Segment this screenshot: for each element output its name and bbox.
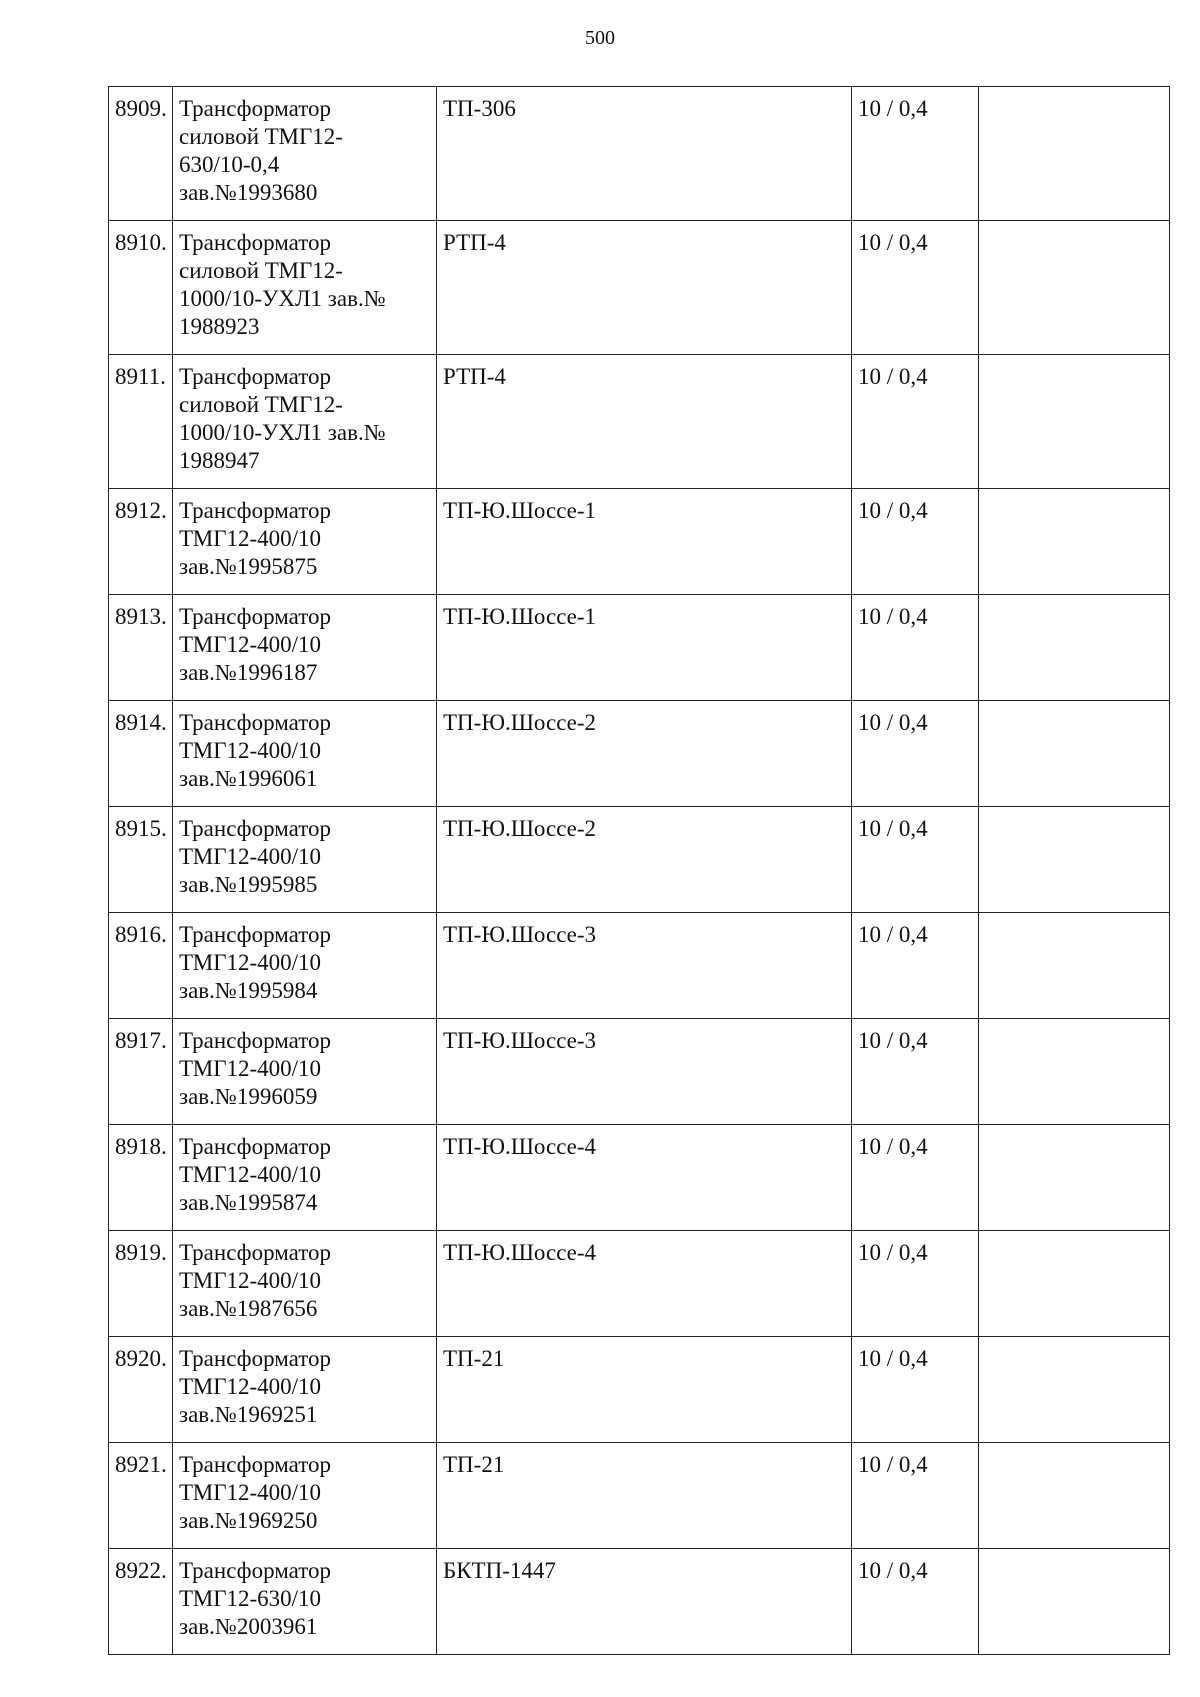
voltage-text: 10 / 0,4	[858, 1452, 928, 1477]
row-number-text: 8911.	[115, 364, 166, 389]
location-cell	[437, 1443, 852, 1549]
extra-cell	[979, 1549, 1170, 1655]
equipment-name-text: Трансформатор ТМГ12-400/10 зав.№1969250	[179, 1452, 331, 1533]
location-cell	[437, 221, 852, 355]
extra-cell	[979, 913, 1170, 1019]
row-number-cell	[109, 489, 173, 595]
location-text: БКТП-1447	[443, 1558, 556, 1583]
location-cell	[437, 489, 852, 595]
row-number-cell	[109, 913, 173, 1019]
location-text: ТП-Ю.Шоссе-3	[443, 922, 597, 947]
table-row	[109, 701, 1170, 807]
voltage-cell	[852, 701, 979, 807]
voltage-text: 10 / 0,4	[858, 922, 928, 947]
row-number-cell	[109, 807, 173, 913]
row-number-cell	[109, 87, 173, 221]
voltage-text: 10 / 0,4	[858, 1134, 928, 1159]
equipment-table	[108, 86, 1170, 1655]
equipment-name-cell	[173, 1443, 437, 1549]
location-text: ТП-306	[443, 96, 516, 121]
voltage-text: 10 / 0,4	[858, 498, 928, 523]
location-text: ТП-Ю.Шоссе-2	[443, 816, 597, 841]
row-number-text: 8914.	[115, 710, 167, 735]
location-cell	[437, 1231, 852, 1337]
extra-cell	[979, 595, 1170, 701]
voltage-cell	[852, 1231, 979, 1337]
table-row	[109, 1443, 1170, 1549]
location-text: ТП-21	[443, 1346, 505, 1371]
location-text: ТП-Ю.Шоссе-3	[443, 1028, 597, 1053]
table-row	[109, 913, 1170, 1019]
location-text: РТП-4	[443, 230, 506, 255]
voltage-text: 10 / 0,4	[858, 364, 928, 389]
voltage-cell	[852, 355, 979, 489]
voltage-text: 10 / 0,4	[858, 96, 928, 121]
equipment-name-cell	[173, 489, 437, 595]
equipment-name-cell	[173, 355, 437, 489]
row-number-cell	[109, 701, 173, 807]
extra-cell	[979, 355, 1170, 489]
extra-cell	[979, 1337, 1170, 1443]
row-number-cell	[109, 221, 173, 355]
equipment-name-cell	[173, 1019, 437, 1125]
equipment-name-text: Трансформатор ТМГ12-400/10 зав.№1996061	[179, 710, 331, 791]
voltage-text: 10 / 0,4	[858, 1028, 928, 1053]
voltage-cell	[852, 1337, 979, 1443]
equipment-name-text: Трансформатор силовой ТМГ12- 630/10-0,4 зав.№1993680	[179, 96, 343, 205]
row-number-text: 8910.	[115, 230, 167, 255]
extra-cell	[979, 1443, 1170, 1549]
table-row	[109, 1019, 1170, 1125]
voltage-cell	[852, 489, 979, 595]
location-text: РТП-4	[443, 364, 506, 389]
extra-cell	[979, 1019, 1170, 1125]
equipment-name-cell	[173, 1337, 437, 1443]
location-cell	[437, 1019, 852, 1125]
equipment-name-text: Трансформатор ТМГ12-400/10 зав.№1995985	[179, 816, 331, 897]
voltage-text: 10 / 0,4	[858, 1240, 928, 1265]
location-cell	[437, 807, 852, 913]
equipment-name-cell	[173, 595, 437, 701]
row-number-text: 8909.	[115, 96, 167, 121]
voltage-text: 10 / 0,4	[858, 604, 928, 629]
voltage-text: 10 / 0,4	[858, 1346, 928, 1371]
equipment-name-text: Трансформатор ТМГ12-400/10 зав.№1995874	[179, 1134, 331, 1215]
equipment-name-text: Трансформатор ТМГ12-400/10 зав.№1969251	[179, 1346, 331, 1427]
equipment-name-text: Трансформатор ТМГ12-630/10 зав.№2003961	[179, 1558, 331, 1639]
location-cell	[437, 1125, 852, 1231]
location-text: ТП-Ю.Шоссе-4	[443, 1134, 597, 1159]
table-row	[109, 221, 1170, 355]
table-row	[109, 489, 1170, 595]
equipment-name-cell	[173, 1231, 437, 1337]
row-number-cell	[109, 595, 173, 701]
extra-cell	[979, 701, 1170, 807]
table-row	[109, 1549, 1170, 1655]
voltage-cell	[852, 1125, 979, 1231]
equipment-name-cell	[173, 1549, 437, 1655]
location-cell	[437, 87, 852, 221]
location-cell	[437, 913, 852, 1019]
equipment-name-text: Трансформатор ТМГ12-400/10 зав.№1987656	[179, 1240, 331, 1321]
row-number-cell	[109, 1549, 173, 1655]
equipment-name-text: Трансформатор ТМГ12-400/10 зав.№1996187	[179, 604, 331, 685]
extra-cell	[979, 1125, 1170, 1231]
equipment-name-cell	[173, 87, 437, 221]
row-number-text: 8917.	[115, 1028, 167, 1053]
equipment-name-cell	[173, 221, 437, 355]
voltage-cell	[852, 1443, 979, 1549]
voltage-cell	[852, 595, 979, 701]
row-number-cell	[109, 1337, 173, 1443]
row-number-text: 8922.	[115, 1558, 167, 1583]
location-text: ТП-21	[443, 1452, 505, 1477]
extra-cell	[979, 489, 1170, 595]
table-row	[109, 87, 1170, 221]
row-number-text: 8920.	[115, 1346, 167, 1371]
table-row	[109, 807, 1170, 913]
location-text: ТП-Ю.Шоссе-1	[443, 604, 597, 629]
equipment-name-cell	[173, 701, 437, 807]
table-row	[109, 1231, 1170, 1337]
location-text: ТП-Ю.Шоссе-2	[443, 710, 597, 735]
extra-cell	[979, 221, 1170, 355]
table-row	[109, 1125, 1170, 1231]
voltage-text: 10 / 0,4	[858, 1558, 928, 1583]
equipment-name-cell	[173, 807, 437, 913]
equipment-name-cell	[173, 913, 437, 1019]
row-number-text: 8913.	[115, 604, 167, 629]
row-number-cell	[109, 1019, 173, 1125]
location-text: ТП-Ю.Шоссе-1	[443, 498, 597, 523]
row-number-text: 8915.	[115, 816, 167, 841]
voltage-cell	[852, 1549, 979, 1655]
extra-cell	[979, 1231, 1170, 1337]
row-number-text: 8912.	[115, 498, 167, 523]
row-number-text: 8918.	[115, 1134, 167, 1159]
extra-cell	[979, 807, 1170, 913]
equipment-name-text: Трансформатор ТМГ12-400/10 зав.№1995875	[179, 498, 331, 579]
location-cell	[437, 1337, 852, 1443]
extra-cell	[979, 87, 1170, 221]
location-cell	[437, 701, 852, 807]
row-number-cell	[109, 1443, 173, 1549]
equipment-name-text: Трансформатор силовой ТМГ12- 1000/10-УХЛ1 зав.№ 1988947	[179, 364, 386, 473]
row-number-text: 8919.	[115, 1240, 167, 1265]
voltage-cell	[852, 913, 979, 1019]
row-number-text: 8916.	[115, 922, 167, 947]
equipment-name-cell	[173, 1125, 437, 1231]
voltage-text: 10 / 0,4	[858, 230, 928, 255]
location-cell	[437, 355, 852, 489]
voltage-cell	[852, 807, 979, 913]
voltage-cell	[852, 1019, 979, 1125]
location-cell	[437, 1549, 852, 1655]
equipment-name-text: Трансформатор силовой ТМГ12- 1000/10-УХЛ1 зав.№ 1988923	[179, 230, 386, 339]
table-row	[109, 1337, 1170, 1443]
table-row	[109, 355, 1170, 489]
equipment-name-text: Трансформатор ТМГ12-400/10 зав.№1995984	[179, 922, 331, 1003]
location-text: ТП-Ю.Шоссе-4	[443, 1240, 597, 1265]
voltage-text: 10 / 0,4	[858, 710, 928, 735]
row-number-text: 8921.	[115, 1452, 167, 1477]
table-body	[109, 87, 1170, 1655]
voltage-cell	[852, 221, 979, 355]
row-number-cell	[109, 1231, 173, 1337]
page-number: 500	[585, 27, 615, 49]
table-row	[109, 595, 1170, 701]
voltage-cell	[852, 87, 979, 221]
row-number-cell	[109, 355, 173, 489]
row-number-cell	[109, 1125, 173, 1231]
voltage-text: 10 / 0,4	[858, 816, 928, 841]
equipment-name-text: Трансформатор ТМГ12-400/10 зав.№1996059	[179, 1028, 331, 1109]
location-cell	[437, 595, 852, 701]
